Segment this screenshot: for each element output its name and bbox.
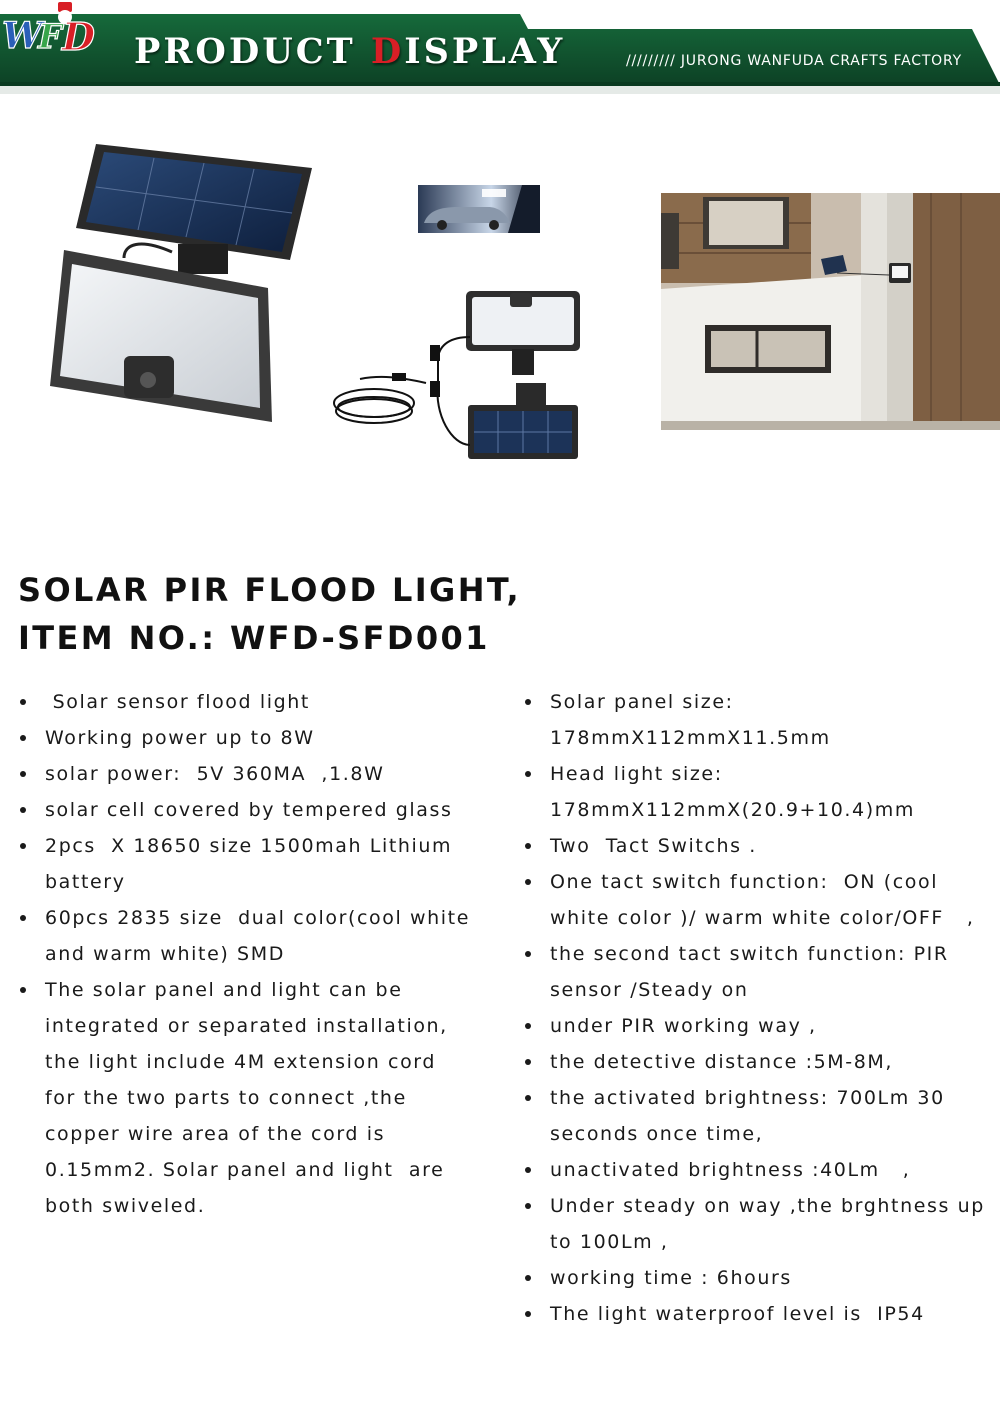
feature-text: 2pcs X 18650 size 1500mah Lithium battery <box>45 835 460 893</box>
item-number: ITEM NO.: WFD-SFD001 <box>18 619 490 657</box>
banner-title-red-letter: D <box>370 31 405 72</box>
feature-text: Working power up to 8W <box>45 727 315 749</box>
list-item <box>523 1152 993 1188</box>
feature-text: The light waterproof level is IP54 <box>550 1303 925 1325</box>
feature-text: the detective distance :5M-8M, <box>550 1051 894 1073</box>
list-item <box>18 720 473 756</box>
product-title <box>18 566 521 662</box>
list-item <box>523 684 993 756</box>
feature-list-left <box>18 684 478 1224</box>
svg-text:W: W <box>2 15 43 56</box>
feature-text: under PIR working way , <box>550 1015 817 1037</box>
list-item <box>18 828 473 900</box>
feature-text: the second tact switch function: PIR sensor /Steady on <box>550 943 957 1001</box>
banner-title <box>134 31 565 72</box>
product-title-line1: SOLAR PIR FLOOD LIGHT, <box>18 571 522 609</box>
feature-text: solar cell covered by tempered glass <box>45 799 453 821</box>
feature-text: the activated brightness: 700Lm 30 seconds once time, <box>550 1087 953 1145</box>
feature-list-right <box>523 684 993 1332</box>
building-installation-photo <box>661 193 1000 430</box>
separated-parts-photo <box>330 285 588 465</box>
feature-text: The solar panel and light can be integrated or separated installation, the light include 4M extension cord for the two parts to connect ,the copper wire area of the cord is 0.15mm2. Solar panel and light are both swiveled. <box>45 979 456 1217</box>
list-item <box>523 1188 993 1260</box>
feature-text: Under steady on way ,the brghtness up to 100Lm , <box>550 1195 993 1253</box>
feature-text: Solar panel size: 178mmX112mmX11.5mm <box>550 691 831 749</box>
list-item <box>523 1080 993 1152</box>
list-item <box>523 936 993 1008</box>
feature-text: Two Tact Switchs . <box>550 835 757 857</box>
list-item <box>18 684 473 720</box>
feature-text: unactivated brightness :40Lm , <box>550 1159 911 1181</box>
feature-text: working time : 6hours <box>550 1267 792 1289</box>
list-item <box>18 792 473 828</box>
list-item <box>523 864 993 936</box>
svg-text:D: D <box>62 14 95 56</box>
feature-text: One tact switch function: ON (cool white color )/ warm white color/OFF , <box>550 871 975 929</box>
svg-text:F: F <box>38 17 63 56</box>
night-car-photo <box>418 185 540 233</box>
feature-text: Solar sensor flood light <box>45 691 310 713</box>
feature-text: Head light size: 178mmX112mmX(20.9+10.4)mm <box>550 763 915 821</box>
list-item <box>18 972 473 1224</box>
list-item <box>523 1008 993 1044</box>
list-item <box>523 1260 993 1296</box>
feature-text: 60pcs 2835 size dual color(cool white and warm white) SMD <box>45 907 478 965</box>
header-banner <box>0 0 1000 100</box>
wfd-logo <box>0 0 104 56</box>
list-item <box>523 1296 993 1332</box>
list-item <box>523 756 993 828</box>
company-tagline: ///////// JURONG WANFUDA CRAFTS FACTORY <box>625 53 962 69</box>
banner-title-rest: ISPLAY <box>404 31 566 72</box>
flood-light-photo <box>40 140 320 440</box>
list-item <box>523 828 993 864</box>
list-item <box>18 900 478 972</box>
banner-title-first: PRODUCT <box>134 31 371 72</box>
feature-text: solar power: 5V 360MA ,1.8W <box>45 763 385 785</box>
list-item <box>523 1044 993 1080</box>
list-item <box>18 756 473 792</box>
